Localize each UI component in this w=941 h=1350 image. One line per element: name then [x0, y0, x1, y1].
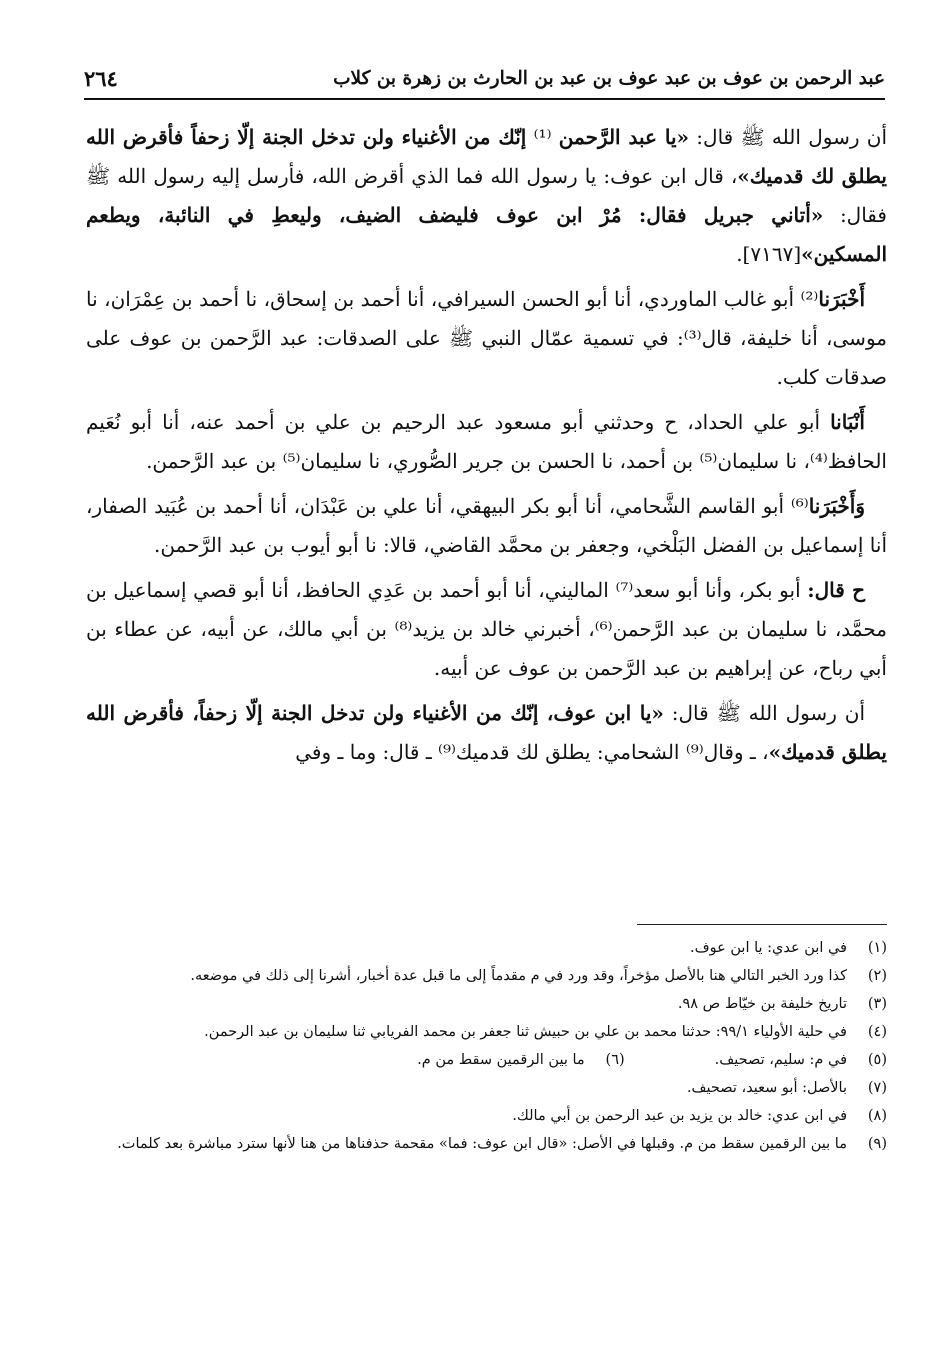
- footnote-number: (٢): [867, 968, 887, 984]
- text-run: أبو بكر، وأنا أبو سعد⁽⁷⁾ الماليني، أنا أبو أحمد بن عَدِي الحافظ، أنا أبو قصي إسماعيل بن محمَّد، نا سليمان بن عبد الرَّحمن⁽⁶⁾، أخبرني خالد بن يزيد⁽⁸⁾ بن أبي مالك، عن أبيه، عن عطاء بن أبي رباح، عن إبراهيم بن عبد الرَّحمن بن عوف عن أبيه.: [86, 578, 887, 680]
- main-text: [86, 118, 887, 778]
- footnotes: [86, 934, 887, 1158]
- footnote-number: (٨): [867, 1108, 887, 1124]
- text-run: ⁽²⁾ أبو غالب الماوردي، أنا أبو الحسن السيرافي، أنا أحمد بن إسحاق، نا أحمد بن عِمْرَان، نا موسى، أنا خليفة، قال⁽³⁾: في تسمية عمّال النبي ﷺ على الصدقات: عبد الرَّحمن بن عوف على صدقات كلب.: [86, 287, 887, 389]
- footnote-text: بالأصل: أبو سعيد، تصحيف.: [686, 1080, 847, 1096]
- text-run: ⁽⁶⁾ أبو القاسم الشَّحامي، أنا أبو بكر البيهقي، أنا علي بن عَبْدَان، أنا أحمد بن عُبَيد الصفار، أنا إسماعيل بن الفضل البَلْخي، وجعفر بن محمَّد القاضي، قالا: نا أبو أيوب بن عبد الرَّحمن.: [86, 494, 887, 557]
- paragraph-1: [86, 118, 887, 274]
- paragraph-6: [86, 694, 887, 772]
- footnote-7: [86, 1074, 887, 1102]
- hadith-quote: «يا ابن عوف، إنّك من الأغنياء ولن تدخل الجنة إلّا زحفاً، فأقرض الله يطلق قدميك»: [86, 701, 887, 764]
- hadith-number: [٧١٦٧].: [736, 242, 802, 266]
- isnad-keyword: أَنْبَانا: [830, 410, 865, 434]
- footnote-ref: ⁽¹⁾: [526, 125, 559, 149]
- isnad-keyword: ح قال:: [807, 578, 865, 602]
- footnote-text: ما بين الرقمين سقط من م.: [417, 1052, 585, 1068]
- footnote-6: [417, 1046, 625, 1074]
- footnote-1: [86, 934, 887, 962]
- footnote-2: [86, 962, 887, 990]
- footnote-text: كذا ورد الخبر التالي هنا بالأصل مؤخراً، وقد ورد في م مقدماً إلى ما قبل عدة أخبار، أشرنا إلى ذلك في موضعه.: [190, 968, 847, 984]
- footnote-number: (٣): [867, 996, 887, 1012]
- footnote-row-5-6: [86, 1046, 887, 1074]
- footnote-number: (٤): [867, 1024, 887, 1040]
- hadith-quote: «أتاني جبريل فقال: مُرْ ابن عوف فليضف الضيف، وليعطِ في النائبة، ويطعم المسكين»: [86, 203, 887, 266]
- text-run: أن رسول الله ﷺ قال:: [689, 125, 888, 149]
- paragraph-3: [86, 403, 887, 481]
- footnote-9: [86, 1130, 887, 1158]
- footnote-text: في حلية الأولياء ٩٩/١: حدثنا محمد بن علي بن حبيش ثنا جعفر بن محمد الفريابي ثنا سليمان بن عبد الرحمن.: [204, 1024, 847, 1040]
- footnote-8: [86, 1102, 887, 1130]
- footnote-divider: [637, 924, 887, 925]
- isnad-keyword: أَخْبَرَنا: [818, 287, 865, 311]
- running-title: عبد الرحمن بن عوف بن عبد عوف بن عبد بن الحارث بن زهرة بن كلاب: [333, 67, 885, 89]
- footnote-number: (٩): [867, 1136, 887, 1152]
- paragraph-5: [86, 571, 887, 688]
- footnote-4: [86, 1018, 887, 1046]
- footnote-number: (٦): [605, 1052, 625, 1068]
- hadith-quote: «يا عبد الرَّحمن: [558, 125, 690, 149]
- footnote-5: [715, 1046, 887, 1074]
- text-run: أبو علي الحداد، ح وحدثني أبو مسعود عبد الرحيم بن علي بن أحمد عنه، أنا أبو نُعَيم الحافظ⁽⁴⁾، نا سليمان⁽⁵⁾ بن أحمد، نا الحسن بن جرير الصُّوري، نا سليمان⁽⁵⁾ بن عبد الرَّحمن.: [86, 410, 887, 473]
- paragraph-4: [86, 487, 887, 565]
- text-run: ، ـ وقال⁽⁹⁾ الشحامي: يطلق لك قدميك⁽⁹⁾ ـ قال: وما ـ وفي: [295, 740, 769, 764]
- footnote-text: في م: سليم، تصحيف.: [714, 1052, 847, 1068]
- footnote-text: تاريخ خليفة بن خيّاط ص ٩٨.: [677, 996, 847, 1012]
- footnote-number: (٧): [867, 1080, 887, 1096]
- page-number: ٢٦٤: [84, 65, 118, 91]
- footnote-text: في ابن عدي: يا ابن عوف.: [689, 940, 847, 956]
- page-header: [84, 58, 885, 100]
- footnote-number: (٥): [867, 1052, 887, 1068]
- paragraph-2: [86, 280, 887, 397]
- text-run: ، قال ابن عوف: يا رسول الله فما الذي أقرض الله، فأرسل إليه رسول الله ﷺ فقال:: [86, 164, 887, 227]
- isnad-keyword: وَأَخْبَرَنا: [808, 494, 865, 518]
- footnote-text: في ابن عدي: خالد بن يزيد بن عبد الرحمن بن أبي مالك.: [512, 1108, 847, 1124]
- footnote-text: ما بين الرقمين سقط من م. وقبلها في الأصل: «قال ابن عوف: فما» مقحمة حذفناها من هنا لأنها سترد مباشرة بعد كلمات.: [117, 1136, 847, 1152]
- footnote-number: (١): [867, 940, 887, 956]
- text-run: أن رسول الله ﷺ قال:: [663, 701, 865, 725]
- footnote-3: [86, 990, 887, 1018]
- hadith-quote: إنّك من الأغنياء ولن تدخل الجنة إلّا زحفاً فأقرض الله يطلق لك قدميك»: [86, 125, 887, 188]
